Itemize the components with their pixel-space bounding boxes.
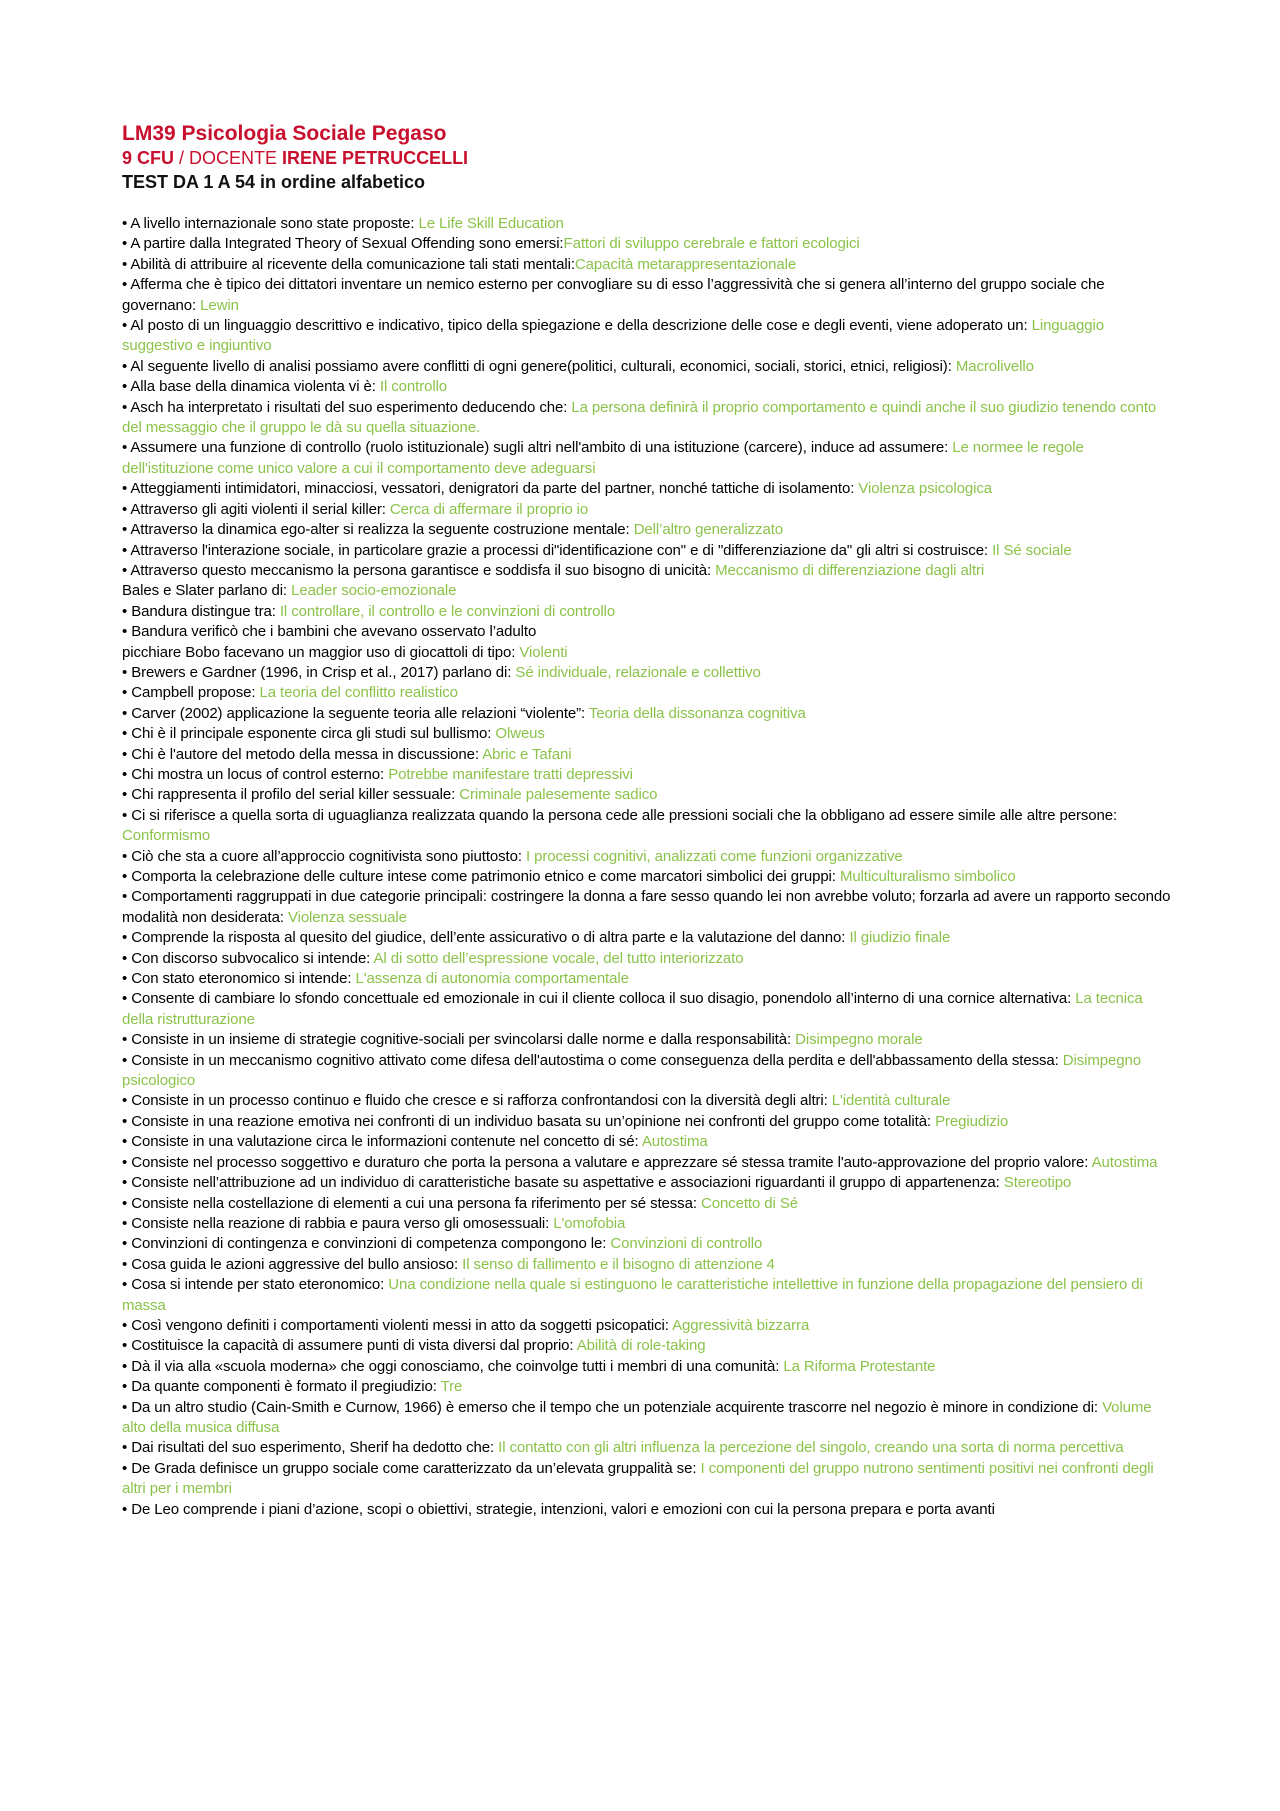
list-item [122, 438, 1172, 479]
list-item [122, 377, 1172, 397]
question-text: • Chi è l'autore del metodo della messa in discussione: [122, 745, 483, 763]
question-text: • Afferma che è tipico dei dittatori inventare un nemico esterno per convogliare su di esso l’aggressività che si genera all’interno del gruppo sociale che governano: [122, 276, 1105, 314]
list-item [122, 1214, 1172, 1234]
question-text: • Alla base della dinamica violenta vi è: [122, 378, 380, 396]
question-text: • Bandura verificò che i bambini che avevano osservato l’adulto [122, 623, 537, 641]
answer-text: Capacità metarappresentazionale [574, 255, 797, 273]
answer-text: I componenti del gruppo nutrono sentimenti positivi nei confronti degli altri per i membri [122, 1459, 1154, 1498]
question-text: • Dà il via alla «scuola moderna» che oggi conosciamo, che coinvolge tutti i membri di una comunità: [122, 1357, 784, 1375]
list-item [122, 1051, 1172, 1092]
question-text: • Così vengono definiti i comportamenti violenti messi in atto da soggetti psicopatici: [122, 1316, 673, 1334]
question-text: • Consiste in un processo continuo e fluido che cresce e si rafforza confrontandosi con la diversità degli altri: [122, 1092, 832, 1110]
list-item [122, 847, 1172, 867]
answer-text: L'omofobia [553, 1214, 626, 1232]
question-text: • De Grada definisce un gruppo sociale come caratterizzato da un’elevata gruppalità se: [122, 1459, 701, 1477]
question-text: • Consiste in una reazione emotiva nei confronti di un individuo basata su un’opinione nei confronti del gruppo come totalità: [122, 1112, 936, 1130]
question-text: • Chi è il principale esponente circa gli studi sul bullismo: [122, 725, 496, 743]
list-item [122, 479, 1172, 499]
list-item [122, 1336, 1172, 1356]
list-item [122, 1275, 1172, 1316]
question-text: • Consiste nella costellazione di elementi a cui una persona fa riferimento per sé stessa: [122, 1194, 701, 1212]
list-item [122, 275, 1172, 316]
question-text: • Al seguente livello di analisi possiamo avere conflitti di ogni genere(politici, culturali, economici, sociali, storici, etnici, religiosi): [122, 357, 956, 375]
answer-text: I processi cognitivi, analizzati come funzioni organizzative [525, 847, 903, 865]
question-text: • Con discorso subvocalico si intende: [122, 949, 374, 967]
answer-text: Linguaggio suggestivo e ingiuntivo [122, 317, 1104, 355]
answer-text: Autostima [1091, 1153, 1158, 1171]
answer-text: Abilità di role-taking [576, 1337, 706, 1355]
question-text: • Attraverso l'interazione sociale, in particolare grazie a processi di"identificazione con" e di "differenziazione da" gli altri si costruisce: [122, 541, 993, 559]
answer-text: Il giudizio finale [849, 929, 951, 947]
question-text: • A livello internazionale sono state proposte: [122, 215, 419, 232]
list-item [122, 520, 1172, 540]
question-text: • Cosa si intende per stato eteronomico: [122, 1276, 389, 1294]
list-item [122, 500, 1172, 520]
question-text: • Ci si riferisce a quella sorta di uguaglianza realizzata quando la persona cede alle pressioni sociali che la obbligano ad essere simile alle altre persone: [122, 806, 1118, 824]
question-text: • Carver (2002) applicazione la seguente teoria alle relazioni “violente”: [122, 704, 589, 722]
separator: / [174, 148, 190, 168]
question-text: • Comportamenti raggruppati in due categorie principali: costringere la donna a fare sesso quando lei non avrebbe voluto; forzarla ad avere un rapporto secondo modalità non desiderata: [122, 888, 1171, 926]
question-text: • Consiste in un meccanismo cognitivo attivato come difesa dell'autostima o come conseguenza della perdita e dell'abbassamento della stessa: [122, 1051, 1063, 1069]
question-text: • Consiste nella reazione di rabbia e paura verso gli omosessuali: [122, 1214, 554, 1232]
answer-text: L'identità culturale [831, 1092, 951, 1110]
list-item [122, 1132, 1172, 1152]
list-item [122, 581, 1172, 601]
answer-text: Pregiudizio [935, 1112, 1009, 1130]
list-item [122, 1357, 1172, 1377]
answer-text: Tre [440, 1378, 463, 1396]
answer-text: Cerca di affermare il proprio io [389, 500, 589, 518]
answer-text: Violenza psicologica [858, 480, 993, 498]
list-item [122, 1459, 1172, 1500]
answer-text: Il senso di fallimento e il bisogno di attenzione 4 [462, 1255, 775, 1273]
list-item [122, 1398, 1172, 1439]
list-item [122, 1091, 1172, 1111]
list-item [122, 1173, 1172, 1193]
list-item [122, 663, 1172, 683]
answer-text: Abric e Tafani [482, 745, 572, 763]
list-item [122, 704, 1172, 724]
list-item [122, 602, 1172, 622]
answer-text: Le Life Skill Education [418, 215, 564, 232]
answer-text: Criminale palesemente sadico [459, 786, 658, 804]
answer-text: Convinzioni di controllo [610, 1235, 763, 1253]
answer-text: Meccanismo di differenziazione dagli altri [715, 561, 985, 579]
answer-text: Lewin [200, 296, 239, 314]
answer-text: Macrolivello [955, 357, 1034, 375]
answer-text: Violenza sessuale [287, 908, 407, 926]
list-item [122, 1500, 1172, 1520]
answer-text: Al di sotto dell’espressione vocale, del tutto interiorizzato [373, 949, 744, 967]
question-text: • Consiste nel processo soggettivo e duraturo che porta la persona a valutare e apprezzare sé stessa tramite l'auto-approvazione del proprio valore: [122, 1153, 1092, 1171]
list-item [122, 806, 1172, 847]
list-item [122, 357, 1172, 377]
course-info [122, 146, 1172, 170]
list-item [122, 1194, 1172, 1214]
question-text: • Asch ha interpretato i risultati del suo esperimento deducendo che: [122, 398, 572, 416]
answer-text: Disimpegno morale [795, 1031, 923, 1049]
answer-text: Dell’altro generalizzato [633, 521, 784, 539]
list-item [122, 1234, 1172, 1254]
question-list [122, 214, 1172, 1520]
question-text: • Campbell propose: [122, 684, 260, 702]
answer-text: Il contatto con gli altri influenza la percezione del singolo, creando una sorta di norma percettiva [498, 1439, 1124, 1457]
list-item [122, 255, 1172, 275]
question-text: • Comporta la celebrazione delle culture intese come patrimonio etnico e come marcatori simbolici dei gruppi: [122, 868, 840, 885]
list-item [122, 745, 1172, 765]
answer-text: Multiculturalismo simbolico [839, 868, 1016, 885]
question-text: • Consente di cambiare lo sfondo concettuale ed emozionale in cui il cliente colloca il suo disagio, ponendolo all’interno di una cornice alternativa: [122, 990, 1076, 1008]
answer-text: Conformismo [122, 827, 211, 845]
list-item [122, 1316, 1172, 1336]
list-item [122, 1377, 1172, 1397]
answer-text: La Riforma Protestante [783, 1357, 936, 1375]
list-item [122, 234, 1172, 254]
question-text: • Da un altro studio (Cain-Smith e Curnow, 1966) è emerso che il tempo che un potenziale acquirente trascorre nel negozio è minore in condizione di: [122, 1398, 1103, 1416]
list-item [122, 541, 1172, 561]
answer-text: Autostima [641, 1133, 708, 1151]
list-item [122, 1153, 1172, 1173]
list-item [122, 724, 1172, 744]
docente-name: IRENE PETRUCCELLI [282, 148, 469, 168]
list-item [122, 683, 1172, 703]
list-item [122, 867, 1172, 887]
answer-text: Disimpegno psicologico [122, 1051, 1141, 1090]
answer-text: Violenti [519, 643, 568, 661]
question-text: • Con stato eteronomico si intende: [122, 970, 356, 988]
test-range-title: TEST DA 1 A 54 in ordine alfabetico [122, 172, 426, 192]
question-text: • Attraverso gli agiti violenti il serial killer: [122, 500, 390, 518]
question-text: • De Leo comprende i piani d’azione, scopi o obiettivi, strategie, intenzioni, valori e emozioni con cui la persona prepara e porta avanti [122, 1500, 995, 1518]
question-text: picchiare Bobo facevano un maggior uso di giocattoli di tipo: [122, 643, 520, 661]
question-text: • Cosa guida le azioni aggressive del bullo ansioso: [122, 1255, 463, 1273]
question-text: • Costituisce la capacità di assumere punti di vista diversi dal proprio: [122, 1337, 577, 1355]
list-item [122, 643, 1172, 663]
list-item [122, 887, 1172, 928]
document-title: LM39 Psicologia Sociale Pegaso [122, 122, 447, 145]
list-item [122, 1438, 1172, 1458]
question-text: • Convinzioni di contingenza e convinzioni di competenza compongono le: [122, 1235, 611, 1253]
document-header [122, 122, 1172, 194]
list-item [122, 622, 1172, 642]
question-text: • A partire dalla Integrated Theory of Sexual Offending sono emersi: [122, 235, 564, 253]
answer-text: Teoria della dissonanza cognitiva [588, 704, 806, 722]
question-text: • Brewers e Gardner (1996, in Crisp et al., 2017) parlano di: [122, 663, 516, 681]
cfu-label: 9 CFU [122, 148, 175, 168]
question-text: • Chi rappresenta il profilo del serial killer sessuale: [122, 786, 460, 804]
answer-text: Sé individuale, relazionale e collettivo [515, 663, 761, 681]
question-text: • Assumere una funzione di controllo (ruolo istituzionale) sugli altri nell'ambito di una istituzione (carcere), induce ad assumere: [122, 439, 953, 457]
question-text: • Comprende la risposta al quesito del giudice, dell’ente assicurativo o di altra parte e la valutazione del danno: [122, 929, 850, 947]
question-text: • Attraverso questo meccanismo la persona garantisce e soddisfa il suo bisogno di unicità: [122, 561, 716, 579]
question-text: • Da quante componenti è formato il pregiudizio: [122, 1378, 441, 1396]
answer-text: Aggressività bizzarra [672, 1316, 810, 1334]
answer-text: Concetto di Sé [700, 1194, 798, 1212]
answer-text: Il controllare, il controllo e le convinzioni di controllo [279, 602, 616, 620]
list-item [122, 785, 1172, 805]
answer-text: Potrebbe manifestare tratti depressivi [388, 765, 633, 783]
question-text: • Consiste nell’attribuzione ad un individuo di caratteristiche basate su aspettative e associazioni riguardanti il gruppo di appartenenza: [122, 1174, 1004, 1192]
list-item [122, 561, 1172, 581]
list-item [122, 316, 1172, 357]
list-item [122, 928, 1172, 948]
list-item [122, 214, 1172, 234]
answer-text: Il Sé sociale [992, 541, 1072, 559]
question-text: • Consiste in una valutazione circa le informazioni contenute nel concetto di sé: [122, 1133, 642, 1151]
question-text: • Bandura distingue tra: [122, 602, 280, 620]
answer-text: Volume alto della musica diffusa [122, 1398, 1152, 1436]
list-item [122, 969, 1172, 989]
question-text: • Consiste in un insieme di strategie cognitive-sociali per svincolarsi dalle norme e dalla responsabilità: [122, 1031, 796, 1049]
answer-text: L'assenza di autonomia comportamentale [355, 970, 629, 988]
question-text: • Chi mostra un locus of control esterno: [122, 765, 389, 783]
list-item [122, 398, 1172, 439]
answer-text: Leader socio-emozionale [291, 582, 457, 600]
question-text: • Al posto di un linguaggio descrittivo e indicativo, tipico della spiegazione e della descrizione delle cose e degli eventi, viene adoperato un: [122, 317, 1032, 335]
question-text: Bales e Slater parlano di: [122, 582, 292, 600]
list-item [122, 989, 1172, 1030]
answer-text: La teoria del conflitto realistico [259, 684, 458, 702]
question-text: • Dai risultati del suo esperimento, Sherif ha dedotto che: [122, 1439, 499, 1457]
answer-text: Fattori di sviluppo cerebrale e fattori ecologici [563, 235, 860, 253]
question-text: • Ciò che sta a cuore all’approccio cognitivista sono piuttosto: [122, 847, 526, 865]
answer-text: Il controllo [379, 378, 448, 396]
list-item [122, 765, 1172, 785]
answer-text: Stereotipo [1003, 1174, 1072, 1192]
answer-text: Le normee le regole dell'istituzione come unico valore a cui il comportamento deve adeguarsi [122, 439, 1084, 477]
answer-text: Una condizione nella quale si estinguono le caratteristiche intellettive in funzione della propagazione del pensiero di massa [122, 1276, 1143, 1314]
question-text: • Atteggiamenti intimidatori, minacciosi, vessatori, denigratori da parte del partner, nonché tattiche di isolamento: [122, 480, 859, 498]
question-text: • Attraverso la dinamica ego-alter si realizza la seguente costruzione mentale: [122, 521, 634, 539]
answer-text: La persona definirà il proprio comportamento e quindi anche il suo giudizio tenendo conto del messaggio che il gruppo le dà su quella situazione. [122, 398, 1157, 437]
question-text: • Abilità di attribuire al ricevente della comunicazione tali stati mentali: [122, 255, 575, 273]
docente-label: DOCENTE [189, 148, 283, 168]
list-item [122, 949, 1172, 969]
list-item [122, 1030, 1172, 1050]
list-item [122, 1255, 1172, 1275]
answer-text: La tecnica della ristrutturazione [122, 990, 1143, 1028]
list-item [122, 1112, 1172, 1132]
answer-text: Olweus [495, 725, 545, 743]
